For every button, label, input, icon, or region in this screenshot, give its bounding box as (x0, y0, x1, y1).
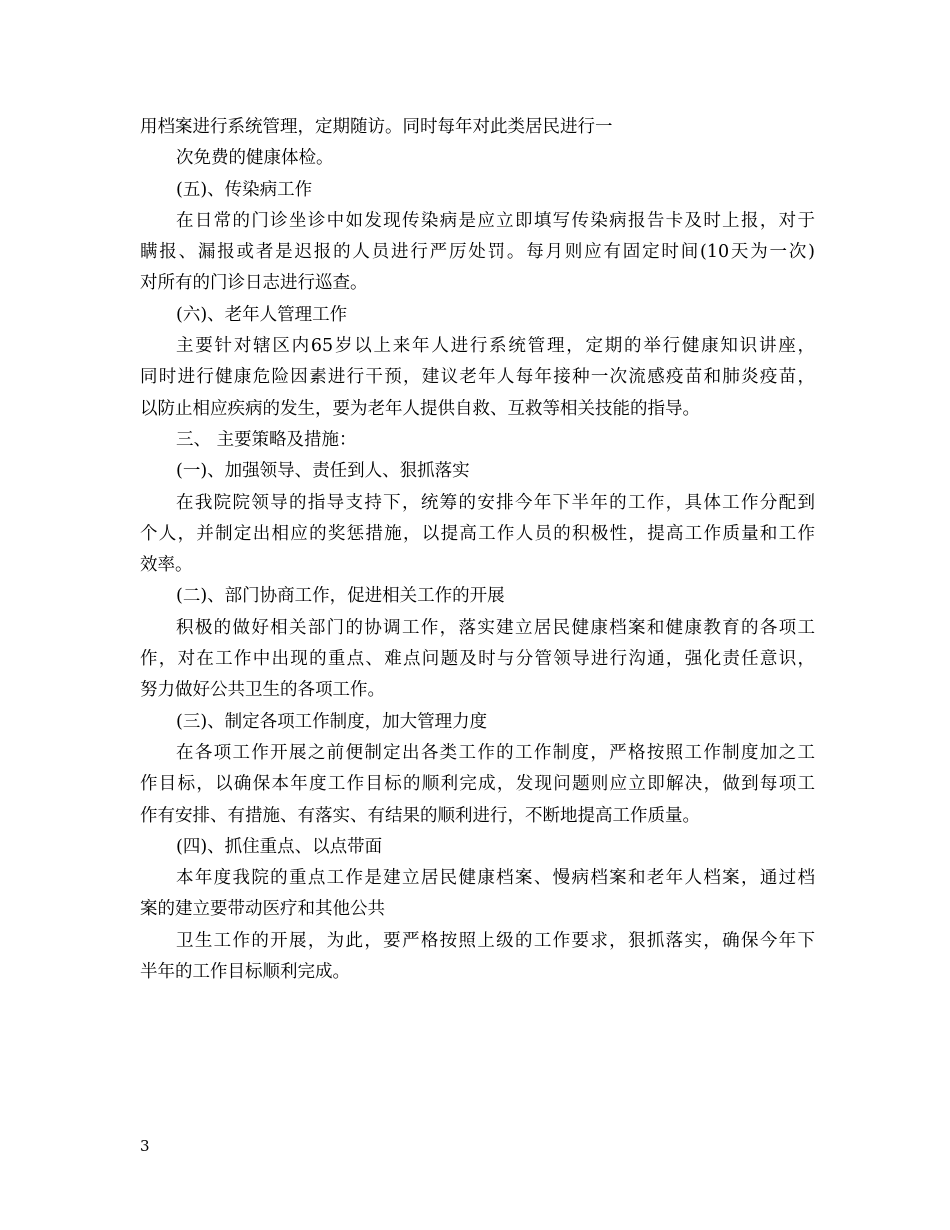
text-line: 主要针对辖区内65岁以上来年人进行系统管理，定期的举行健康知识讲座， (176, 336, 815, 357)
text-line: 三、 主要策略及措施： (176, 429, 357, 450)
text-line: 作，对在工作中出现的重点、难点问题及时与分管领导进行沟通，强化责任意识， (140, 649, 815, 670)
document-body (140, 112, 815, 988)
text-line: 卫生工作的开展，为此，要严格按照上级的工作要求，狠抓落实，确保今年下 (176, 930, 815, 951)
text-line: 积极的做好相关部门的协调工作，落实建立居民健康档案和健康教育的各项工 (176, 617, 815, 638)
text-line: 个人，并制定出相应的奖惩措施，以提高工作人员的积极性，提高工作质量和工作 (140, 523, 815, 544)
text-line: (四)、抓住重点、以点带面 (176, 836, 383, 857)
text-line: 次免费的健康体检。 (176, 148, 334, 169)
text-line: (三)、制定各项工作制度，加大管理力度 (176, 711, 488, 732)
text-line: 在各项工作开展之前便制定出各类工作的工作制度，严格按照工作制度加之工 (176, 742, 815, 763)
text-line: 对所有的门诊日志进行巡查。 (140, 273, 368, 294)
text-line: (六)、老年人管理工作 (176, 304, 348, 325)
text-line: (二)、部门协商工作，促进相关工作的开展 (176, 586, 505, 607)
text-line: 半年的工作目标顺利完成。 (140, 962, 350, 983)
text-line: (一)、加强领导、责任到人、狠抓落实 (176, 461, 470, 482)
text-line: 作有安排、有措施、有落实、有结果的顺利进行，不断地提高工作质量。 (140, 805, 700, 826)
text-line: 本年度我院的重点工作是建立居民健康档案、慢病档案和老年人档案，通过档 (176, 868, 815, 889)
text-line: 努力做好公共卫生的各项工作。 (140, 680, 385, 701)
text-line: 作目标，以确保本年度工作目标的顺利完成，发现问题则应立即解决，做到每项工 (140, 774, 815, 795)
text-line: 在我院院领导的指导支持下，统筹的安排今年下半年的工作，具体工作分配到 (176, 492, 815, 513)
text-line: 用档案进行系统管理，定期随访。同时每年对此类居民进行一 (140, 117, 613, 137)
text-line: 瞒报、漏报或者是迟报的人员进行严厉处罚。每月则应有固定时间(10天为一次) (140, 242, 815, 263)
text-line: 案的建立要带动医疗和其他公共 (140, 899, 385, 920)
text-line: 在日常的门诊坐诊中如发现传染病是应立即填写传染病报告卡及时上报，对于 (176, 210, 815, 231)
page-number: 3 (140, 1137, 150, 1155)
text-line: 效率。 (140, 555, 193, 576)
text-line: 以防止相应疾病的发生，要为老年人提供自救、互救等相关技能的指导。 (140, 398, 700, 419)
text-line: 同时进行健康危险因素进行干预，建议老年人每年接种一次流感疫苗和肺炎疫苗， (140, 367, 815, 388)
text-line: (五)、传染病工作 (176, 179, 313, 200)
